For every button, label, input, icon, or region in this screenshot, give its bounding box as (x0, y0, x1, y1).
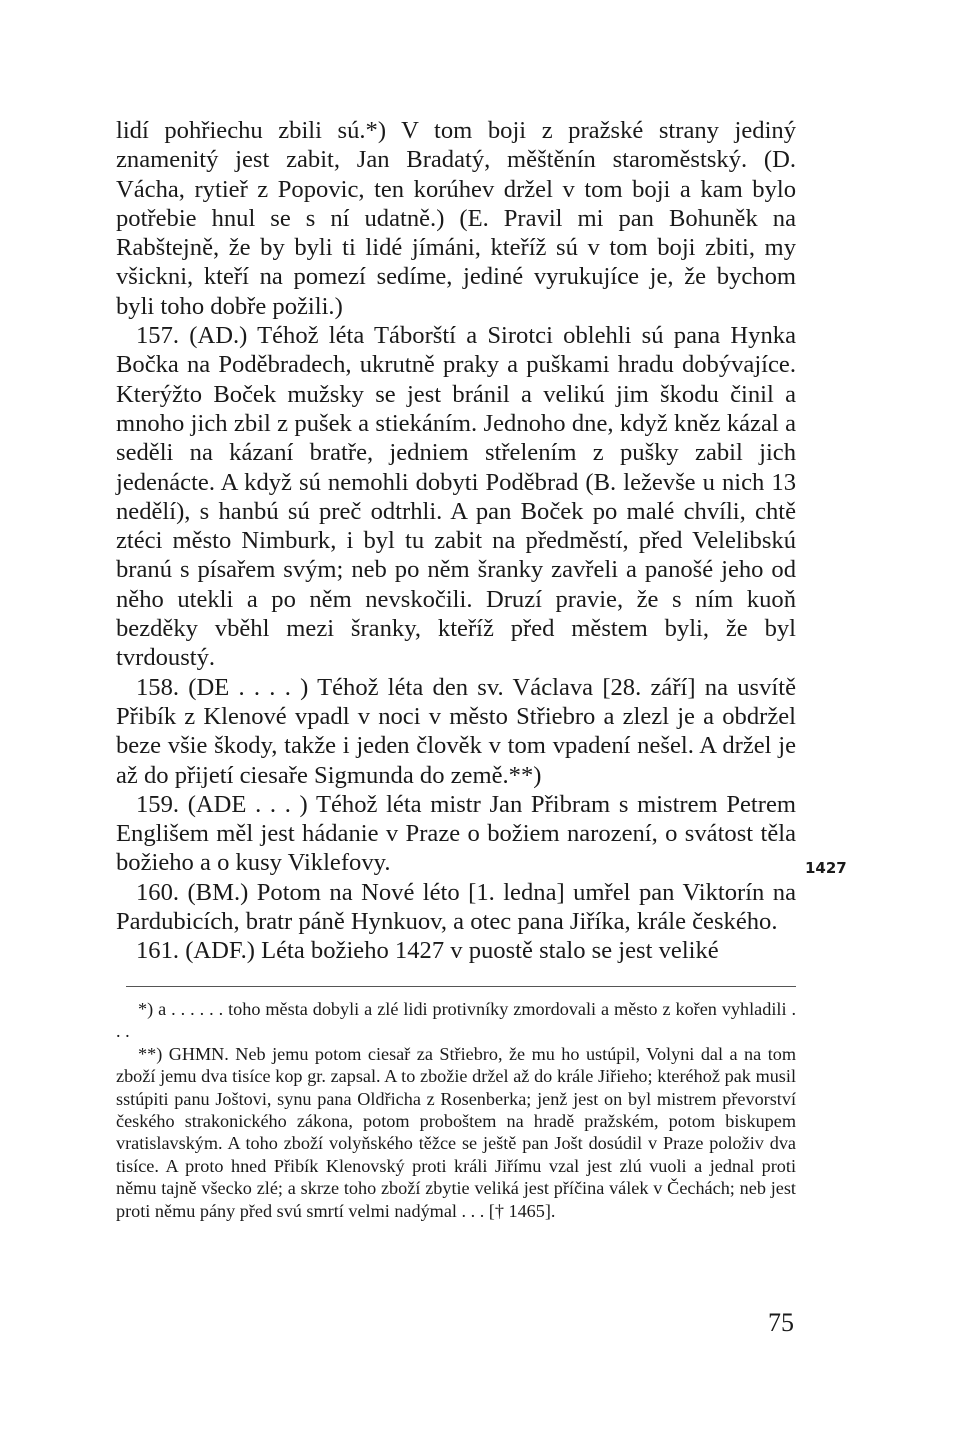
footnote-1: *) a . . . . . . toho města dobyli a zlé lidi protivníky zmordovali a město z kořen vyhladili . . . (116, 999, 796, 1042)
paragraph-157: 157. (AD.) Téhož léta Táborští a Sirotci oblehli sú pana Hynka Bočka na Poděbradech, ukrutně praky a puškami hradu dobývajíce. Kterýžto Boček mužsky se jest bránil a velikú jim škodu činil a mnoho jich zbil z pušek a stiekáním. Jednoho dne, když kněz kázal a seděli na kázaní bratře, jedniem střelením z pušky zabil jich jedenácte. A když sú nemohli dobyti Poděbrad (B. leževše u nich 13 nedělí), s hanbú sú preč odtrhli. A pan Boček po malé chvíli, chtě ztéci město Nimburk, i byl tu zabit na předměstí, před Velelibskú branú s písařem svým; neb po něm šranky zavřeli a panošé jeho od něho utekli a po něm nevskočili. Druzí pravie, že s ním kuoň bezděky vběhl mezi šranky, kteříž před městem byli, že byl tvrdoustý. (116, 322, 796, 672)
main-text (116, 116, 796, 966)
paragraph-158: 158. (DE . . . . ) Téhož léta den sv. Václava [28. září] na usvítě Přibík z Klenové vpadl v noci v město Střiebro a zlezl je a obdržel beze všie škody, takže i jeden člověk v tom vpadení nešel. A držel je až do přijetí ciesaře Sigmunda do země.**) (116, 673, 796, 789)
paragraph-161: 161. (ADF.) Léta božieho 1427 v puostě stalo se jest veliké (136, 937, 719, 965)
footnote-divider (126, 986, 796, 987)
paragraph-continuation: lidí pohřiechu zbili sú.*) V tom boji z pražské strany jediný znamenitý jest zabit, Jan Bradatý, měštěnín staroměstský. (D. Vácha, rytieř z Popovic, ten korúhev držel v tom boji a kam bylo potřebie hnul se s ní udatně.) (E. Pravil mi pan Bohuněk na Rabštejně, že by byli ti lidé jímáni, kteříž sú v tom boji zbiti, my všickni, kteří na pomezí sedíme, jediné vyrukujíce je, že bychom byli toho dobře požili.) (116, 117, 796, 320)
paragraph-160: 160. (BM.) Potom na Nové léto [1. ledna] umřel pan Viktorín na Pardubicích, bratr páně Hynkuov, a otec pana Jiříka, krále českého. (116, 878, 796, 936)
paragraph-159: 159. (ADE . . . ) Téhož léta mistr Jan Přibram s mistrem Petrem Englišem měl jest hádanie v Praze o božiem narození, o svátost těla božieho a o kusy Viklefovy. (116, 790, 796, 877)
page-number: 75 (768, 1308, 794, 1337)
footnotes (116, 998, 796, 1222)
margin-year-note: 1427 (805, 859, 847, 877)
footnote-2: **) GHMN. Neb jemu potom ciesař za Střiebro, že mu ho ustúpil, Volyni dal a na tom zboží jemu dva tisíce kop gr. zapsal. A to zbožie držel až do krále Jiřieho; kteréhož pak musil sstúpiti panu Joštovi, synu pana Oldřicha z Rosenberka; jenž jest on byl mistrem převorství českého strakonického zákona, potom proboštem na hradě pražském, potom biskupem vratislavským. A toho zboží volyňského těžce se ještě pan Jošt dosúdil v Praze položiv dva tisíce. A proto hned Přibík Klenovský proti králi Jiřímu vzal jest zlú vuoli a jednal proti němu tajně všecko zlé; a skrze toho zboží zbytie veliká jest příčina válek v Čechách; neb jest proti němu pány před svú smrtí velmi nadýmal . . . [† 1465]. (116, 1043, 796, 1221)
